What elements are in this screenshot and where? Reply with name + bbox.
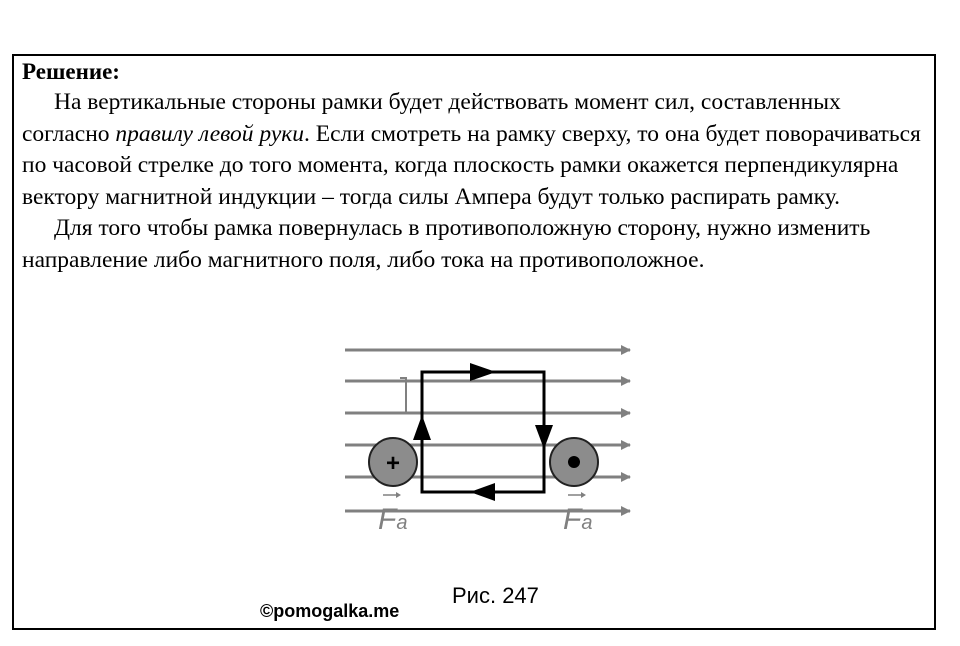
figure-247 [330,335,650,545]
watermark: ©pomogalka.me [260,601,400,621]
force-subscript-right: a [581,512,593,534]
svg-text:Fa [563,503,592,536]
solution-heading: Решение: [22,59,120,84]
current-frame [422,372,544,492]
force-label-right [563,492,592,536]
paragraph-1-end: . Если смотреть на рамку сверху, то она будет поворачиваться по часовой стрелке до того момента, когда плоскость рамки окажется перпендикулярна вектору магнитной индукции – тогда силы Ампера будут только распирать рамку. [22,120,921,210]
solution-text [22,87,934,276]
svg-text:Fa [378,503,407,536]
force-symbol-right: F [563,503,582,536]
force-symbol-left: F [378,503,397,536]
small-bracket-mark [400,378,406,413]
force-label-left [378,492,407,536]
current-arrow-left [413,415,431,440]
paragraph-1-start: На вертикальные стороны рамки будет действовать момент сил, составленных согласно [22,89,841,147]
right-conductor-dot [568,456,580,468]
left-hand-rule-term: правилу левой руки [115,120,305,147]
force-subscript-left: a [396,512,408,534]
current-arrow-top [470,363,496,381]
current-arrow-bottom [470,483,495,501]
paragraph-2: Для того чтобы рамка повернулась в противоположную сторону, нужно изменить направление либо магнитного поля, либо тока на противоположное. [22,215,871,273]
paragraph-1 [22,87,934,213]
left-conductor-symbol: + [385,450,401,477]
figure-caption: Рис. 247 [452,583,539,608]
